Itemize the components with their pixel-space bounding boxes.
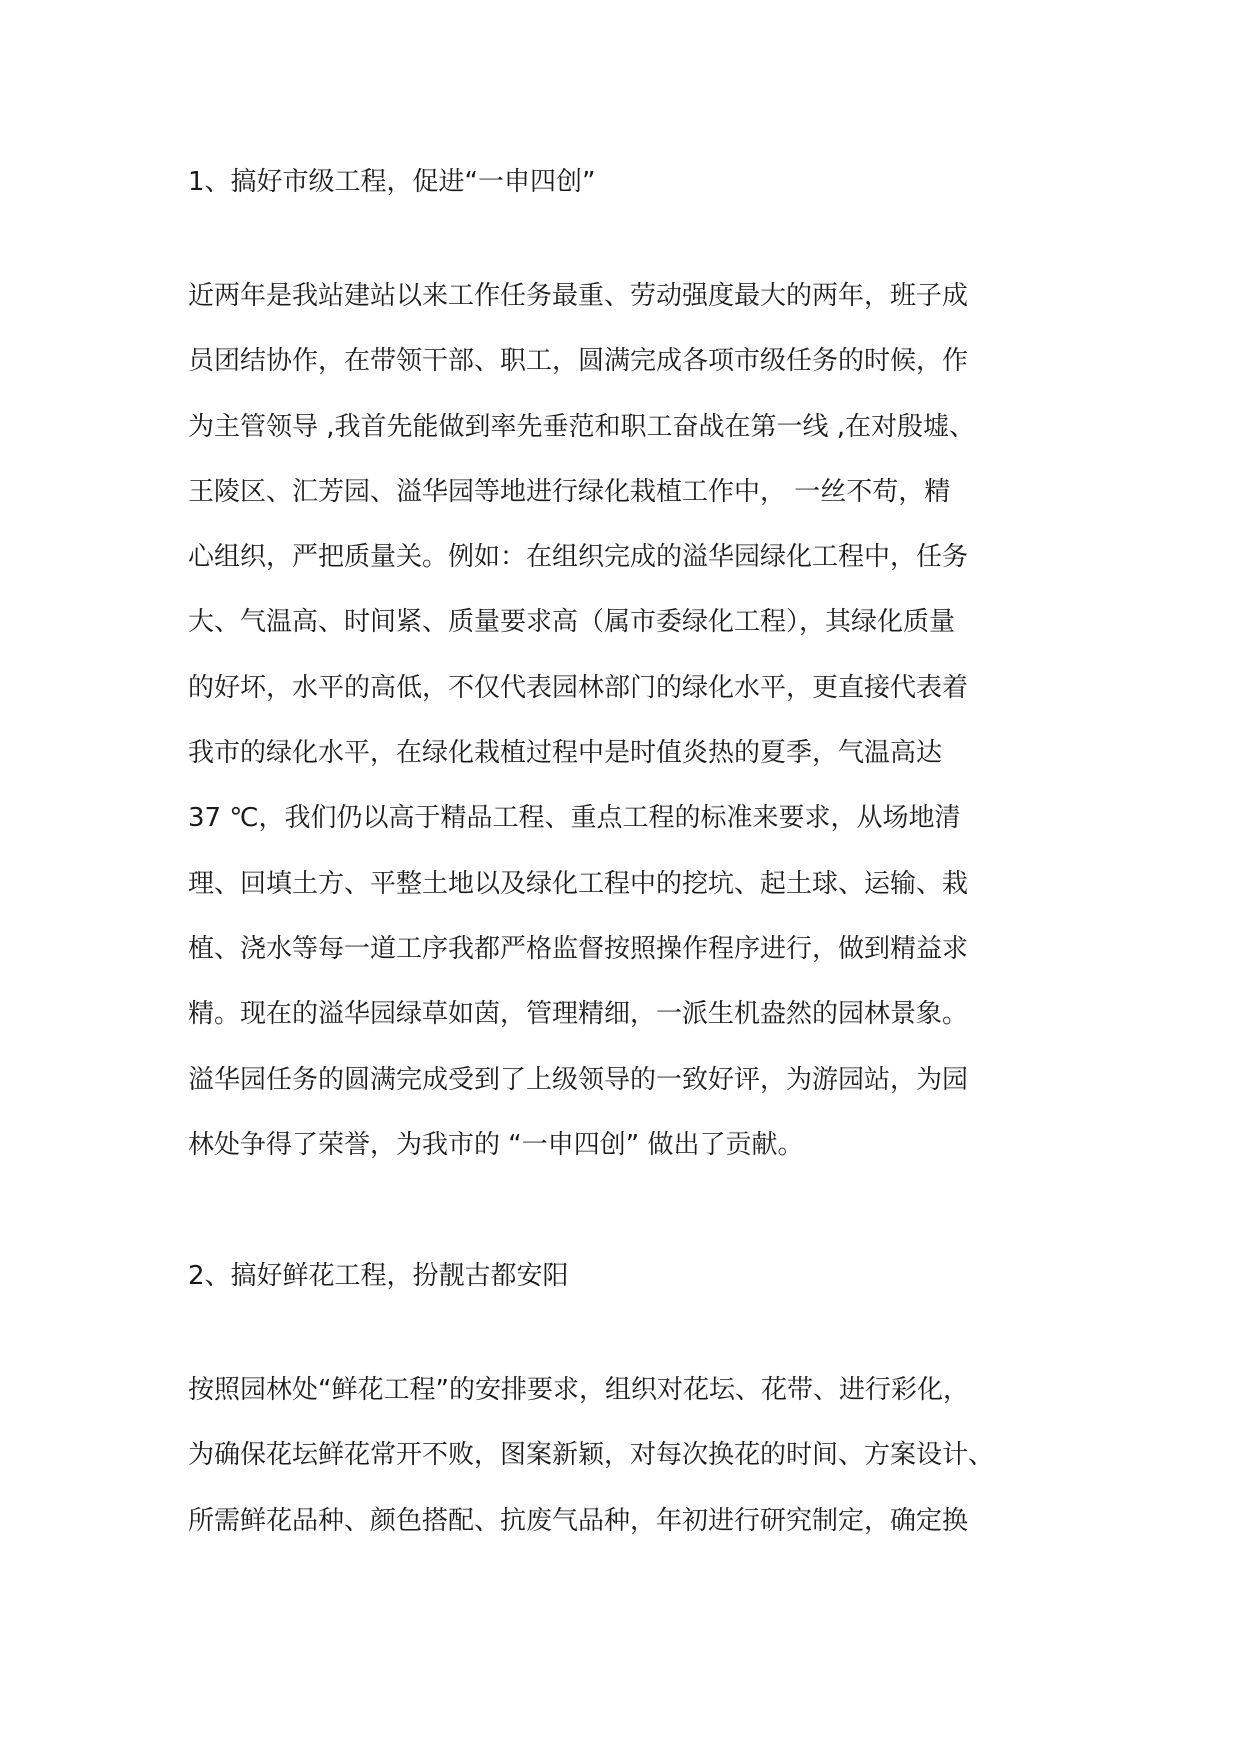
paragraph-line: 为确保花坛鲜花常开不败，图案新颖，对每次换花的时间、方案设计、 [188,1440,995,1471]
paragraph-line: 王陵区、汇芳园、溢华园等地进行绿化栽植工作中， 一丝不苟，精 [188,476,951,507]
paragraph-line: 精。现在的溢华园绿草如茵，管理精细，一派生机盎然的园林景象。 [188,999,969,1030]
paragraph-line: 为主管领导 ,我首先能做到率先垂范和职工奋战在第一线 ,在对殷墟、 [188,411,976,442]
paragraph-line: 植、浇水等每一道工序我都严格监督按照操作程序进行，做到精益求 [188,933,969,964]
section-heading: 1、搞好市级工程，促进“一申四创” [188,167,596,197]
paragraph-line: 理、回填土方、平整土地以及绿化工程中的挖坑、起土球、运输、栽 [188,868,969,899]
paragraph-line: 林处争得了荣誉，为我市的 “一申四创” 做出了贡献。 [188,1129,804,1160]
paragraph-line: 溢华园任务的圆满完成受到了上级领导的一致好评，为游园站，为园 [188,1064,969,1095]
paragraph-line: 员团结协作，在带领干部、职工，圆满完成各项市级任务的时候，作 [188,346,969,377]
paragraph-line: 按照园林处“鲜花工程”的安排要求，组织对花坛、花带、进行彩化， [188,1375,969,1405]
paragraph-line: 37 ℃，我们仍以高于精品工程、重点工程的标准来要求，从场地清 [188,803,961,834]
section-heading: 2、搞好鲜花工程，扮靓古都安阳 [188,1261,569,1291]
paragraph-line: 所需鲜花品种、颜色搭配、抗废气品种，年初进行研究制定，确定换 [188,1505,969,1536]
paragraph-line: 的好坏，水平的高低，不仅代表园林部门的绿化水平，更直接代表着 [188,672,969,703]
paragraph [188,264,975,1178]
paragraph-line: 大、气温高、时间紧、质量要求高（属市委绿化工程），其绿化质量 [188,607,956,638]
paragraph [188,1358,994,1554]
paragraph-line: 心组织，严把质量关。例如：在组织完成的溢华园绿化工程中，任务 [188,542,969,573]
paragraph-line: 近两年是我站建站以来工作任务最重、劳动强度最大的两年，班子成 [188,281,969,311]
paragraph-line: 我市的绿化水平，在绿化栽植过程中是时值炎热的夏季，气温高达 [188,738,943,769]
